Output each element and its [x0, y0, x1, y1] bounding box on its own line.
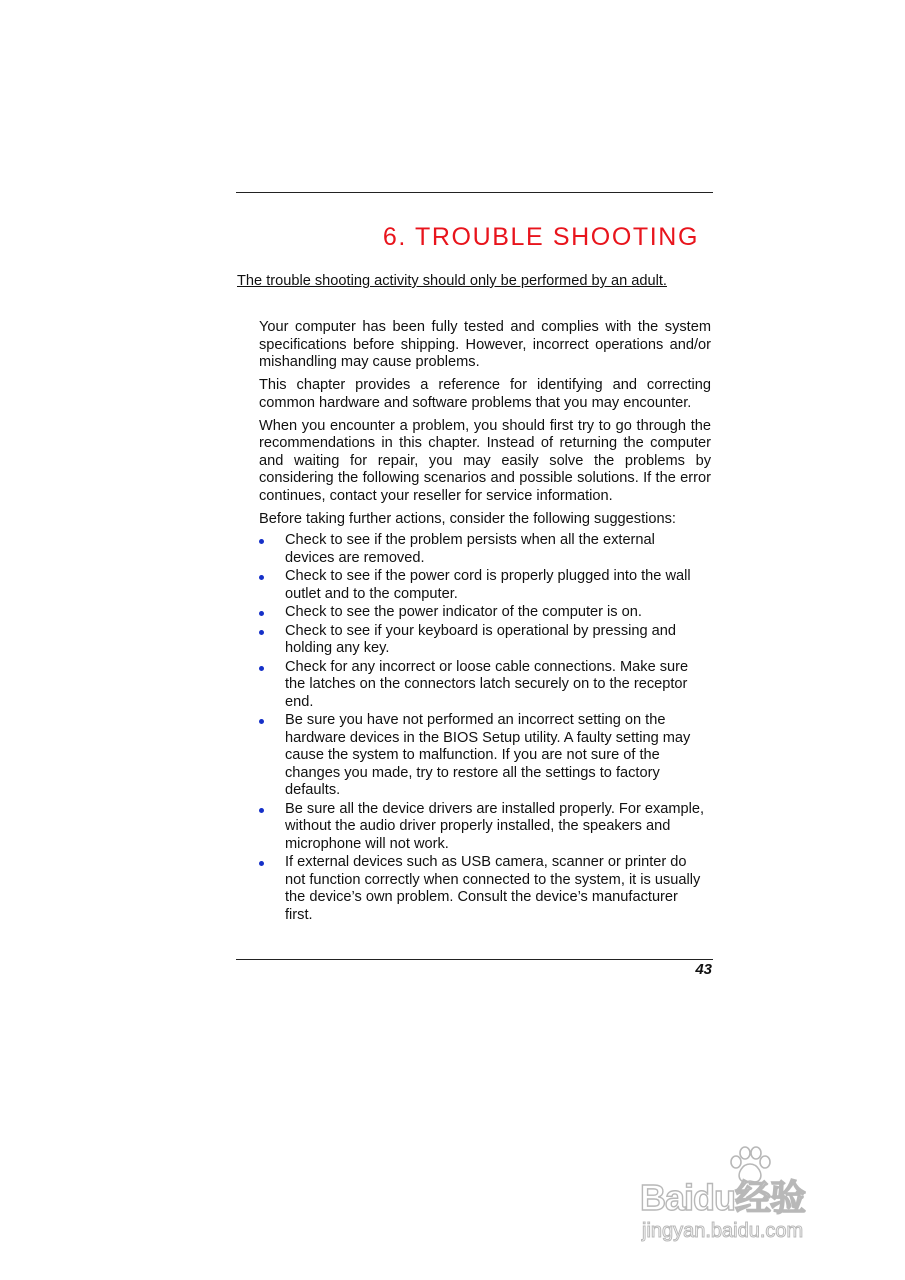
bullet-icon: [259, 719, 264, 724]
suggestions-intro: Before taking further actions, consider the following suggestions:: [259, 510, 676, 527]
bullet-icon: [259, 666, 264, 671]
paragraph: This chapter provides a reference for identifying and correcting common hardware and software problems that you may encounter.: [259, 377, 711, 411]
list-item-text: Check to see if the power cord is properly plugged into the wall outlet and to the computer.: [285, 568, 691, 602]
adult-warning: The trouble shooting activity should only be performed by an adult.: [237, 273, 667, 289]
bullet-icon: [259, 808, 264, 813]
suggestions-list: [259, 532, 711, 924]
watermark-url: jingyan.baidu.com: [642, 1220, 804, 1242]
list-item-text: Check to see the power indicator of the computer is on.: [285, 604, 642, 620]
list-item-text: Check to see if the problem persists when all the external devices are removed.: [285, 532, 655, 566]
paragraph: Your computer has been fully tested and complies with the system specifications before shipping. However, incorrect operations and/or mishandling may cause problems.: [259, 319, 711, 370]
watermark-logo: Baidu经验: [640, 1177, 806, 1218]
list-item: [259, 623, 711, 658]
list-item: [259, 659, 711, 712]
list-item-text: Check to see if your keyboard is operational by pressing and holding any key.: [285, 622, 677, 656]
list-item-text: Be sure all the device drivers are installed properly. For example, without the audio driver properly installed, the speakers and microphone will not work.: [285, 800, 705, 852]
footer-rule: [236, 959, 713, 960]
list-item: [259, 532, 711, 567]
list-item: [259, 568, 711, 603]
list-item: [259, 801, 711, 854]
list-item: [259, 604, 711, 622]
header-rule: [236, 192, 713, 193]
bullet-icon: [259, 630, 264, 635]
bullet-icon: [259, 861, 264, 866]
list-item: [259, 712, 711, 800]
list-item-text: Check for any incorrect or loose cable connections. Make sure the latches on the connectors latch securely on to the receptor end.: [285, 658, 689, 710]
list-item: [259, 854, 711, 924]
baidu-watermark: [640, 1146, 860, 1256]
list-item-text: If external devices such as USB camera, scanner or printer do not function correctly when connected to the system, it is usually the device’s own problem. Consult the device’s manufacturer first.: [285, 854, 701, 923]
paragraph: When you encounter a problem, you should first try to go through the recommendations in this chapter. Instead of returning the computer and waiting for repair, you may easily solve the problems by considering the following scenarios and possible solutions. If the error continues, contact your reseller for service information.: [259, 417, 711, 504]
chapter-title: 6. TROUBLE SHOOTING: [382, 223, 699, 251]
bullet-icon: [259, 611, 264, 616]
chapter-body: [259, 319, 711, 925]
bullet-icon: [259, 575, 264, 580]
list-item-text: Be sure you have not performed an incorrect setting on the hardware devices in the BIOS Setup utility. A faulty setting may cause the system to malfunction. If you are not sure of the changes you made, try to restore all the settings to factory defaults.: [285, 712, 691, 798]
bullet-icon: [259, 539, 264, 544]
page-number: 43: [695, 961, 712, 978]
